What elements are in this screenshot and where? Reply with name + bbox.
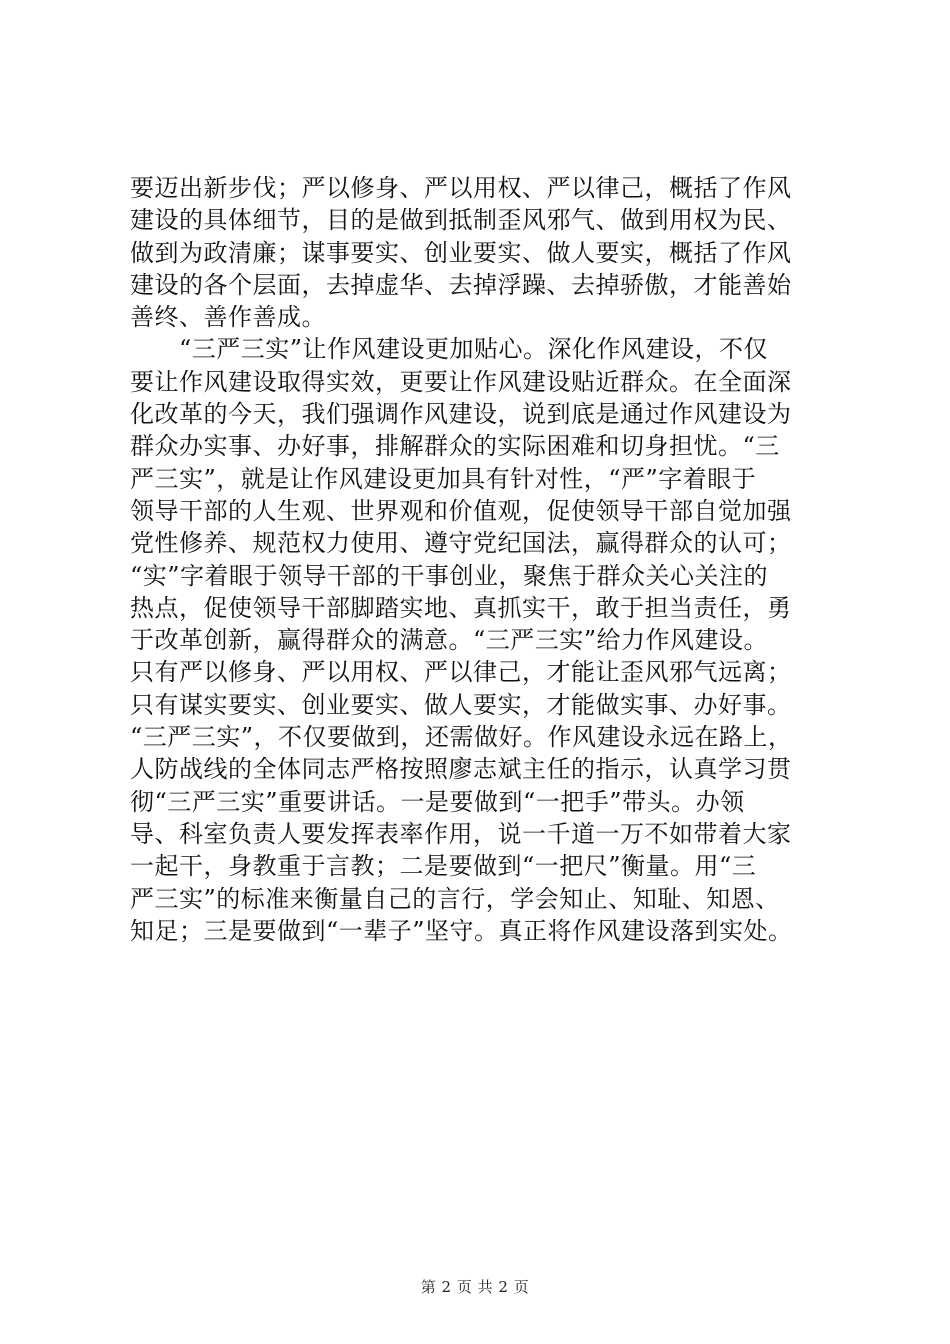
text-line: 于改革创新，赢得群众的满意。“三严三实”给力作风建设。: [130, 626, 769, 655]
page-number-footer: 第 2 页 共 2 页: [420, 1278, 530, 1296]
text-line: “三严三实”，不仅要做到，还需做好。作风建设永远在路上，: [130, 723, 793, 752]
text-line: 做到为政清廉；谋事要实、创业要实、做人要实，概括了作风: [130, 238, 792, 267]
text-line: 导、科室负责人要发挥表率作用，说一千道一万不如带着大家: [130, 819, 792, 848]
text-line: 建设的各个层面，去掉虚华、去掉浮躁、去掉骄傲，才能善始: [130, 270, 792, 299]
text-line: “三严三实”让作风建设更加贴心。深化作风建设，不仅: [130, 335, 769, 364]
text-line: 化改革的今天，我们强调作风建设，说到底是通过作风建设为: [130, 400, 792, 429]
text-line: 彻“三严三实”重要讲话。一是要做到“一把手”带头。办领: [130, 787, 745, 816]
text-line: 领导干部的人生观、世界观和价值观，促使领导干部自觉加强: [130, 496, 792, 525]
text-line: 一起干，身教重于言教；二是要做到“一把尺”衡量。用“三: [130, 852, 757, 881]
text-line: 知足；三是要做到“一辈子”坚守。真正将作风建设落到实处。: [130, 916, 793, 945]
text-line: “实”字着眼于领导干部的干事创业，聚焦于群众关心关注的: [130, 561, 769, 590]
text-line: 只有谋实要实、创业要实、做人要实，才能做实事、办好事。: [130, 690, 792, 719]
text-line: 群众办实事、办好事，排解群众的实际困难和切身担忧。“三: [130, 432, 780, 461]
document-body: [130, 172, 830, 947]
text-line: 建设的具体细节，目的是做到抵制歪风邪气、做到用权为民、: [130, 206, 792, 235]
text-line: 严三实”的标准来衡量自己的言行，学会知止、知耻、知恩、: [130, 884, 780, 913]
text-line: 热点，促使领导干部脚踏实地、真抓实干，敢于担当责任，勇: [130, 593, 792, 622]
text-line: 要让作风建设取得实效，更要让作风建设贴近群众。在全面深: [130, 367, 792, 396]
text-line: 严三实”，就是让作风建设更加具有针对性，“严”字着眼于: [130, 464, 757, 493]
text-line: 善终、善作善成。: [130, 303, 326, 332]
text-line: 要迈出新步伐；严以修身、严以用权、严以律己，概括了作风: [130, 174, 792, 202]
text-line: 党性修养、规范权力使用、遵守党纪国法，赢得群众的认可；: [130, 529, 792, 558]
text-line: 只有严以修身、严以用权、严以律己，才能让歪风邪气远离；: [130, 658, 792, 687]
text-line: 人防战线的全体同志严格按照廖志斌主任的指示，认真学习贯: [130, 755, 792, 784]
